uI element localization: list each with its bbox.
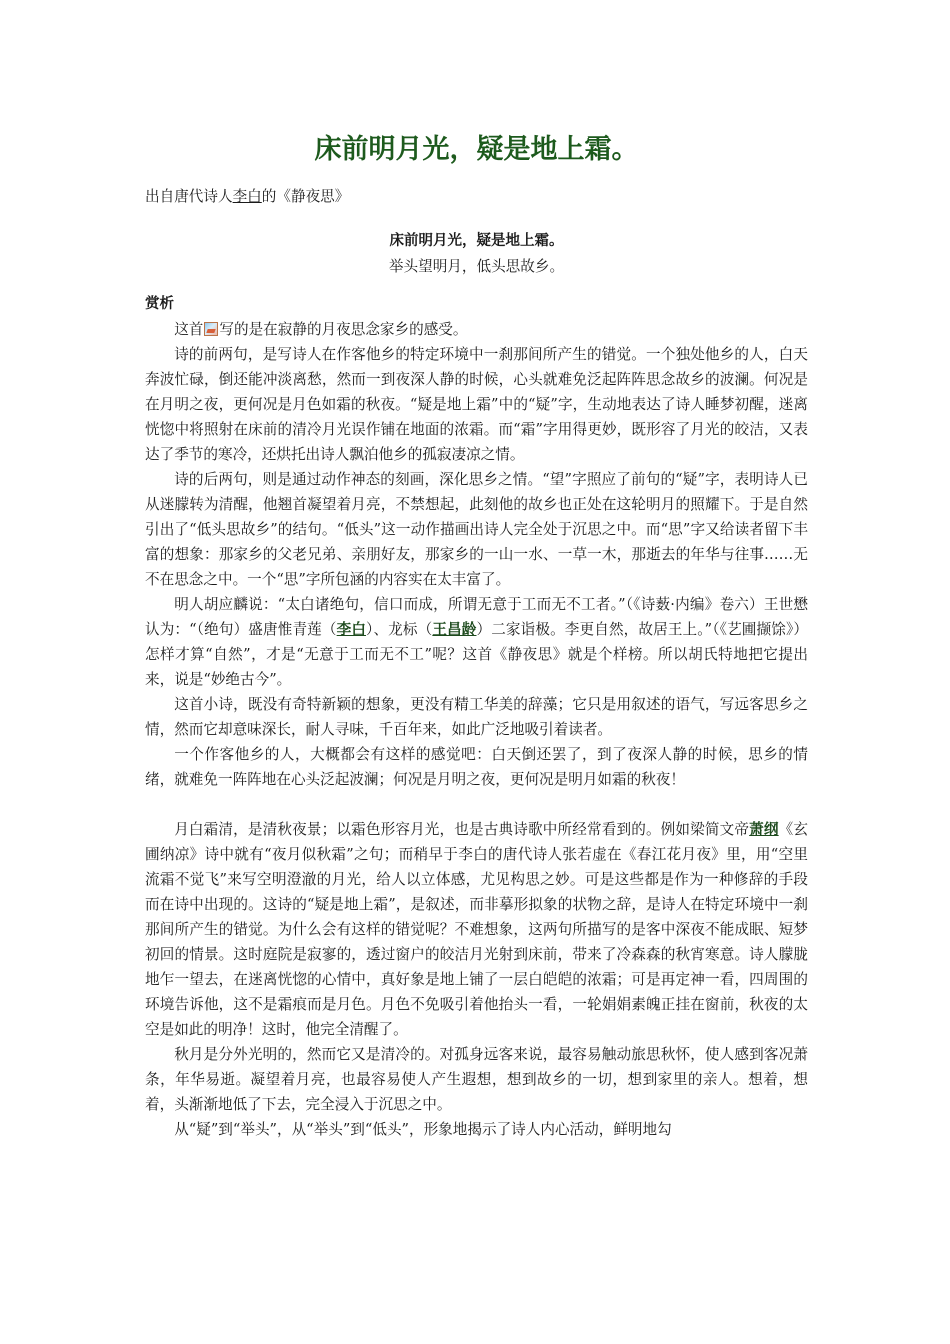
source-line (145, 184, 808, 209)
paragraph-6 (145, 817, 808, 1042)
paragraph-1: 诗的前两句，是写诗人在作客他乡的特定环境中一刹那间所产生的错觉。一个独处他乡的人，白天奔波忙碌，倒还能冲淡离愁，然而一到夜深人静的时候，心头就难免泛起阵阵思念故乡的波澜。何况是在月明之夜，更何况是月色如霜的秋夜。“疑是地上霜”中的“疑”字，生动地表达了诗人睡梦初醒，迷离恍惚中将照射在床前的清冷月光误作铺在地面的浓霜。而“霜”字用得更妙，既形容了月光的皎洁，又表达了季节的寒冷，还烘托出诗人飘泊他乡的孤寂凄凉之情。 (145, 346, 808, 463)
broken-image-icon (204, 322, 218, 336)
paragraph-7: 秋月是分外光明的，然而它又是清冷的。对孤身远客来说，最容易触动旅思秋怀，使人感到客况萧条，年华易逝。凝望着月亮，也最容易使人产生遐想，想到故乡的一切，想到家里的亲人。想着，想着，头渐渐地低了下去，完全浸入于沉思之中。 (145, 1046, 808, 1113)
paragraph-3 (145, 592, 808, 692)
poem (145, 229, 808, 279)
paragraph-4: 这首小诗，既没有奇特新颖的想象，更没有精工华美的辞藻；它只是用叙述的语气，写远客思乡之情，然而它却意味深长，耐人寻味，千百年来，如此广泛地吸引着读者。 (145, 696, 808, 738)
page-title: 床前明月光，疑是地上霜。 (314, 134, 639, 165)
poem-line-1: 床前明月光，疑是地上霜。 (389, 233, 564, 249)
paragraph-2: 诗的后两句，则是通过动作神态的刻画，深化思乡之情。“望”字照应了前句的“疑”字，表明诗人已从迷朦转为清醒，他翘首凝望着月亮，不禁想起，此刻他的故乡也正处在这轮明月的照耀下。于是自然引出了“低头思故乡”的结句。“低头”这一动作描画出诗人完全处于沉思之中。而“思”字又给读者留下丰富的想象：那家乡的父老兄弟、亲朋好友，那家乡的一山一水、一草一木，那逝去的年华与往事……无不在思念之中。一个“思”字所包涵的内容实在太丰富了。 (145, 471, 808, 588)
paragraph-3-text-a: 明人胡应麟说：“太白诸绝句，信口而成，所谓无意于工而无不工者。”（《诗薮·内编》卷六）王世懋认为：“（绝句）盛唐惟青莲（ (145, 596, 808, 638)
paragraph-6-text-b: 《玄圃纳凉》诗中就有“夜月似秋霜”之句；而稍早于李白的唐代诗人张若虚在《春江花月夜》里，用“空里流霜不觉飞”来写空明澄澈的月光，给人以立体感，尤见构思之妙。可是这些都是作为一种修辞的手段而在诗中出现的。这诗的“疑是地上霜”，是叙述，而非摹形拟象的状物之辞，是诗人在特定环境中一刹那间所产生的错觉。为什么会有这样的错觉呢？不难想象，这两句所描写的是客中深夜不能成眠、短梦初回的情景。这时庭院是寂寥的，透过窗户的皎洁月光射到床前，带来了冷森森的秋宵寒意。诗人朦胧地乍一望去，在迷离恍惚的心情中，真好象是地上铺了一层白皑皑的浓霜；可是再定神一看，四周围的环境告诉他，这不是霜痕而是月色。月色不免吸引着他抬头一看，一轮娟娟素魄正挂在窗前，秋夜的太空是如此的明净！这时，他完全清醒了。 (145, 821, 808, 1038)
paragraph-6-text-a: 月白霜清，是清秋夜景；以霜色形容月光，也是古典诗歌中所经常看到的。例如梁简文帝 (174, 821, 750, 838)
paragraph-8: 从“疑”到“举头”，从“举头”到“低头”，形象地揭示了诗人内心活动，鲜明地勾 (174, 1121, 672, 1138)
paragraph-gap (145, 792, 808, 817)
poem-line-2: 举头望明月，低头思故乡。 (388, 258, 565, 275)
paragraph-5: 一个作客他乡的人，大概都会有这样的感觉吧：白天倒还罢了，到了夜深人静的时候，思乡的情绪，就难免一阵阵地在心头泛起波澜；何况是月明之夜，更何况是明月如霜的秋夜！ (145, 746, 808, 788)
wang-changling-link[interactable]: 王昌龄 (432, 621, 477, 638)
intro-paragraph (145, 317, 808, 342)
source-suffix: 的《静夜思》 (261, 188, 350, 205)
li-bai-link[interactable]: 李白 (336, 621, 367, 638)
paragraph-3-text-b: ）、龙标（ (366, 621, 433, 638)
poet-link[interactable]: 李白 (232, 188, 262, 205)
source-prefix: 出自唐代诗人 (145, 188, 233, 205)
intro-text-after: 写的是在寂静的月夜思念家乡的感受。 (219, 321, 468, 338)
paragraph-3-text-c: ）二家诣极。李更自然，故居王上。”（《艺圃撷馀》）怎样才算“自然”，才是“无意于工而无不工”呢？这首《静夜思》就是个样榜。所以胡氏特地把它提出来，说是“妙绝古今”。 (145, 621, 808, 688)
document-page (145, 130, 808, 1142)
section-heading: 赏析 (145, 296, 174, 312)
intro-text-before: 这首 (174, 321, 204, 338)
xiao-gang-link[interactable]: 萧纲 (749, 821, 779, 838)
